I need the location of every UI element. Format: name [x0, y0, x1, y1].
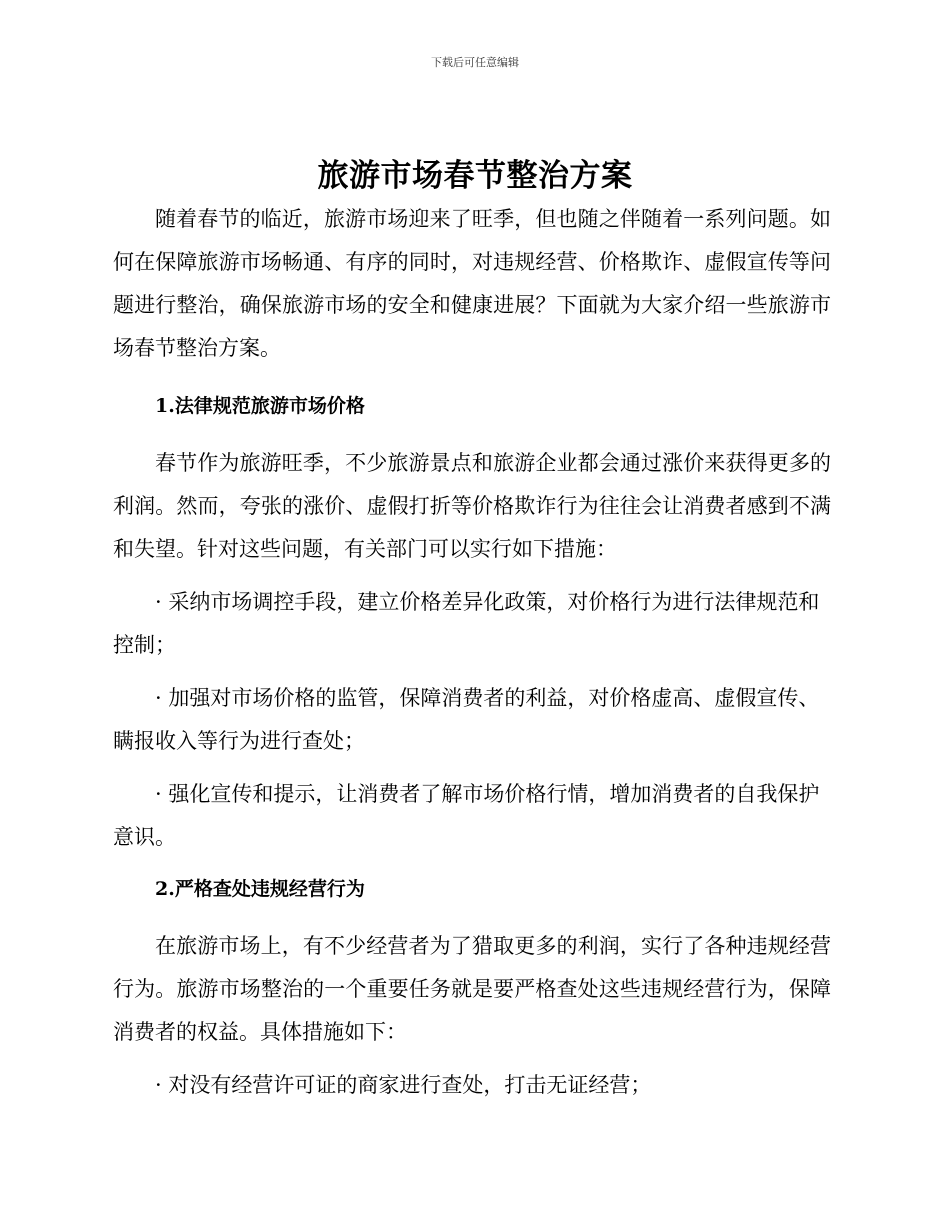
bullet-item: · 强化宣传和提示，让消费者了解市场价格行情，增加消费者的自我保护意识。	[113, 782, 820, 849]
section-heading: 1.法律规范旅游市场价格	[155, 395, 365, 417]
section-paragraph: 在旅游市场上，有不少经营者为了猎取更多的利润，实行了各种违规经营行为。旅游市场整治的一个重要任务就是要严格查处这些违规经营行为，保障消费者的权益。具体措施如下：	[113, 934, 831, 1044]
bullet-item: · 加强对市场价格的监管，保障消费者的利益，对价格虚高、虚假宣传、瞒报收入等行为进行查处；	[113, 686, 820, 753]
section-paragraph: 春节作为旅游旺季，不少旅游景点和旅游企业都会通过涨价来获得更多的利润。然而，夸张的涨价、虚假打折等价格欺诈行为往往会让消费者感到不满和失望。针对这些问题，有关部门可以实行如下措施：	[113, 451, 831, 561]
bullet-item: · 对没有经营许可证的商家进行查处，打击无证经营；	[155, 1073, 652, 1097]
document-title: 旅游市场春节整治方案	[317, 158, 633, 194]
bullet-item: · 采纳市场调控手段，建立价格差异化政策，对价格行为进行法律规范和控制；	[113, 590, 820, 657]
document-body	[113, 198, 831, 1117]
intro-paragraph: 随着春节的临近，旅游市场迎来了旺季，但也随之伴随着一系列问题。如何在保障旅游市场畅通、有序的同时，对违规经营、价格欺诈、虚假宣传等问题进行整治，确保旅游市场的安全和健康进展？下面就为大家介绍一些旅游市场春节整治方案。	[113, 207, 831, 360]
page-header-note: 下载后可任意编辑	[431, 56, 519, 69]
section-heading: 2.严格查处违规经营行为	[155, 878, 365, 900]
